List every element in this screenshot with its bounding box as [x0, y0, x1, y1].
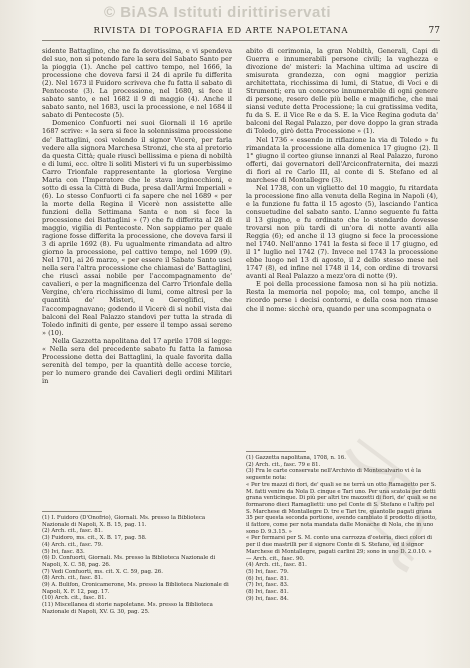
footnote: (1) I. Fuidoro (D'Onofrio), Giornali. Ms. presso la Biblioteca Nazionale di Napoli, X. B. 15, pag. 11. — [42, 515, 206, 528]
body-paragraph: Domenico Confuorti nei suoi Giornali il 16 aprile 1687 scrive: « la sera si fece la solennissima processione de' Battaglini, così volendo il signor Vicerè, per farla vedere alla signora Marchesa Stronzi, che sta al pretorio da questa Città; quale riuscì bellissima e piena di nobiltà e di lumi, ecc. oltre li soliti Misteri vi fu un superbissimo Carro Trionfale rappresentante la gloriosa Vergine Maria con l'Imperatore che le stava inginocchioni, e sotto di essa la Città di Buda, presa dall'Armi Imperiali » (6). Lo stesso Confuorti ci fa sapere che nel 1689 « per la morte della Regina il Vicerè non assistette alle funzioni della Settimana Santa e non si fece la processione dei Battaglini » (7) che fu differita al 28 di maggio, vigilia di Pentecoste. Non sappiamo per quale ragione fosse differita la processione, che doveva farsi il 3 di aprile 1692 (8). Fu ugualmente rimandata ad altro giorno la processione, pel cattivo tempo, nel 1699 (9). Nel 1701, ai 26 marzo, « per essere il Sabato Santo uscì nella sera l'altra processione che chiamasi de' Battaglini, che riuscì assai nobile per l'accompagnamento de' cavalieri, e per la magnificenza del Carro Trionfale della Vergine, ch'era ricchissimo di lumi, come altresì per la quantità de' Misteri, e Geroglifici, che l'accompagnavano; godendo il Vicerè di sì nobil vista dai balconi del Real Palazzo standovi per tutta la strada di Toledo infiniti di gente, per essere il tempo assai sereno » (10). — [42, 119, 232, 337]
left-column — [42, 47, 232, 385]
footnote: (4) Arch. cit., fasc. 81. — [246, 562, 307, 569]
footnote: (3) Fuidoro, ms. cit., X. B. 17, pag. 58. — [42, 535, 147, 542]
footnote: (9) Ivi, fasc. 84. — [246, 595, 289, 602]
footnote: (8) Arch. cit., fasc. 81. — [42, 575, 103, 582]
footnote: (2) Arch. cit., fasc. 81. — [42, 528, 103, 535]
right-column — [246, 47, 438, 313]
page-number: 77 — [428, 26, 440, 36]
body-paragraph: Nel 1738, con un viglietto del 10 maggio, fu ritardata la processione fino alla venuta della Regina in Napoli (4), e la funzione fu fatta il 15 agosto (5), lasciando l'antica consuetudine del sabato santo. L'anno seguente fu fatta il 13 giugno, e fu ordinato che lo stendardo dovesse trovarsi non più tardi di un'ora di notte avanti alla Reggia (6); ed anche il 13 giugno si fece la processione nel 1740. Nell'anno 1741 la festa si fece il 17 giugno, ed il 1° luglio nel 1742 (7). Invece nel 1743 la processione ebbe luogo nel 13 di agosto, il 2 dello stesso mese nel 1747 (8), ed infine nel 1748 il 14, con ordine di trovarsi avanti al Real Palazzo a mezz'ora di notte (9). — [246, 183, 438, 281]
body-paragraph: Nella Gazzetta napolitana del 17 aprile 1708 si legge: « Nella sera del precedente sabato fu fatta la famosa Processione detta dei Battaglini, la quale favorita dalla serenità del tempo, per la quantità delle accese torcie, per lo numero grande dei Cavalieri degli ordini Militari in — [42, 336, 232, 385]
footnote: (6) Ivi, fasc. 81. — [246, 575, 289, 582]
footnote: (10) Arch. cit., fasc. 81. — [42, 595, 107, 602]
footnote: (3) Fra le carte conservate nell'Archivio di Montecalvario vi è la seguente nota: — [246, 468, 421, 482]
footnote: (5) Ivi, fasc. 83. — [42, 548, 85, 555]
footnote: (6) D. Confuorti, Giornali. Ms. presso la Biblioteca Nazionale di Napoli, X. C. 58, pag. 26. — [42, 555, 216, 568]
copyright-watermark: © BiASA Istituti dirittiriservati — [104, 4, 332, 21]
footnote: « Per tre mazzi di fiori, de' quali se ne terrà un otto Ramagetto per S. M. fatti venire da Nola D. cinque e Tari uno. Per una scatola per detti grana venticinque. Di più per altri tre mazzetti di fiori, de' quali se ne formarono dieci Ramaglietti: uno pel Conte di S. Stefano e l'altro pel S. Marchese di Montallegre D. tre e Tari tre, quantolle pagati grana 35 per questa seconda portione, avendo cambiato il prodotto di sotto, il fattore, come per nota mandata dalle Monache di Nola, che in uno sono D. 9.3.15. » — [246, 481, 437, 535]
footnote: (1) Gazzetta napolitana, 1708, n. 16. — [246, 455, 346, 461]
body-paragraph: Nel 1736 « essendo in riflazione la via di Toledo » fu rimandata la processione alla domenica 17 giugno (2). Il 1° giugno il corteo giunse innanzi al Real Palazzo, furono offerti, dai governatori dell'Arciconfraternita, dei mazzi di fiori al re Carlo III, al conte di S. Stefano ed al marchese di Montallegre (3). — [246, 135, 438, 184]
library-stamp-watermark — [338, 430, 430, 580]
running-title: RIVISTA DI TOPOGRAFIA ED ARTE NAPOLETANA — [93, 26, 349, 36]
body-paragraph: abito di cerimonia, la gran Nobiltà, Generali, Capi di Guerra e innumerabili persone civili; la vaghezza e divozione de' misteri: la Machina ultima ad uscire di smisurata grandezza, con ogni maggior perizia architettata, ricchissima di lumi, di Statue, di Voci e di Strumenti; era un concorso innumerabile di ogni genere di persone, resero delle più belle e magnifiche, che mai siansi vedute detta Processione; la cui gratissima vedita, fu da S. E. il Vice Re e da S. E. la Vice Regina goduta da' balconi del Regal Palazzo, per dove doppo la gran strada di Toledo, girò detta Processione » (1). — [246, 47, 438, 136]
left-footnotes — [42, 511, 232, 616]
body-paragraph: sidente Battaglino, che ne fa devotissima, e vi spendeva del suo, non si potendo fare la sera del Sabato Santo per la pioggia (1). Anche pel cattivo tempo, nel 1666, la processione che doveva farsi il 24 di aprile fu differita (2). Nel 1673 il Fuidoro scriveva che fu fatta il sabato di Pentecoste (3). La processione, nel 1680, si fece il sabato santo, e nel 1682 il 9 di maggio (4). Anche il sabato santo, nel 1683, usci la processione, e nel 1684 il sabato di Pentecoste (5). — [42, 47, 232, 120]
footnote: (7) Vedi Confuorti, ms. cit. X. C. 59, pag. 26. — [42, 568, 163, 575]
footnote: (5) Ivi, fasc. 79. — [246, 568, 289, 575]
page-header — [42, 26, 440, 41]
footnote: (4) Arch. cit., fasc. 79. — [42, 541, 103, 548]
footnote: (8) Ivi, fasc. 81. — [246, 589, 289, 596]
footnote-rule — [246, 451, 306, 452]
footnote-rule — [42, 511, 102, 512]
footnote: (11) Miscellanea di storie napoletane. Ms. presso la Biblioteca Nazionale di Napoli, XV. G. 30, pag. 25. — [42, 602, 213, 615]
footnote: (7) Ivi, fasc. 83. — [246, 582, 289, 589]
body-paragraph: E poi della processione famosa non si ha più notizia. Resta la memoria nel popolo; ma, col tempo, anche il ricordo perse i decisi contorni, e della cosa non rimase che il nome: sicchè ora, quando per una scompagnata o — [246, 280, 438, 313]
footnote: « Per fermarsi per S. M. conto una carrozza d'osteria, dieci colori di per il due mastrilli per il signore Conte di S. Stefano, ed il signor Marchese di Montallegre, pagati carlini 29; sono in uno D. 2.0.10. » — Arch. cit., fasc. 90. — [246, 535, 433, 562]
footnote: (2) Arch. cit., fasc. 79 e 81. — [246, 461, 321, 468]
footnote: (9) A. Bulifon, Cronicamerone, Ms. presso la Biblioteca Nazionale di Napoli, X. F. 12, pag. 17. — [42, 582, 229, 595]
